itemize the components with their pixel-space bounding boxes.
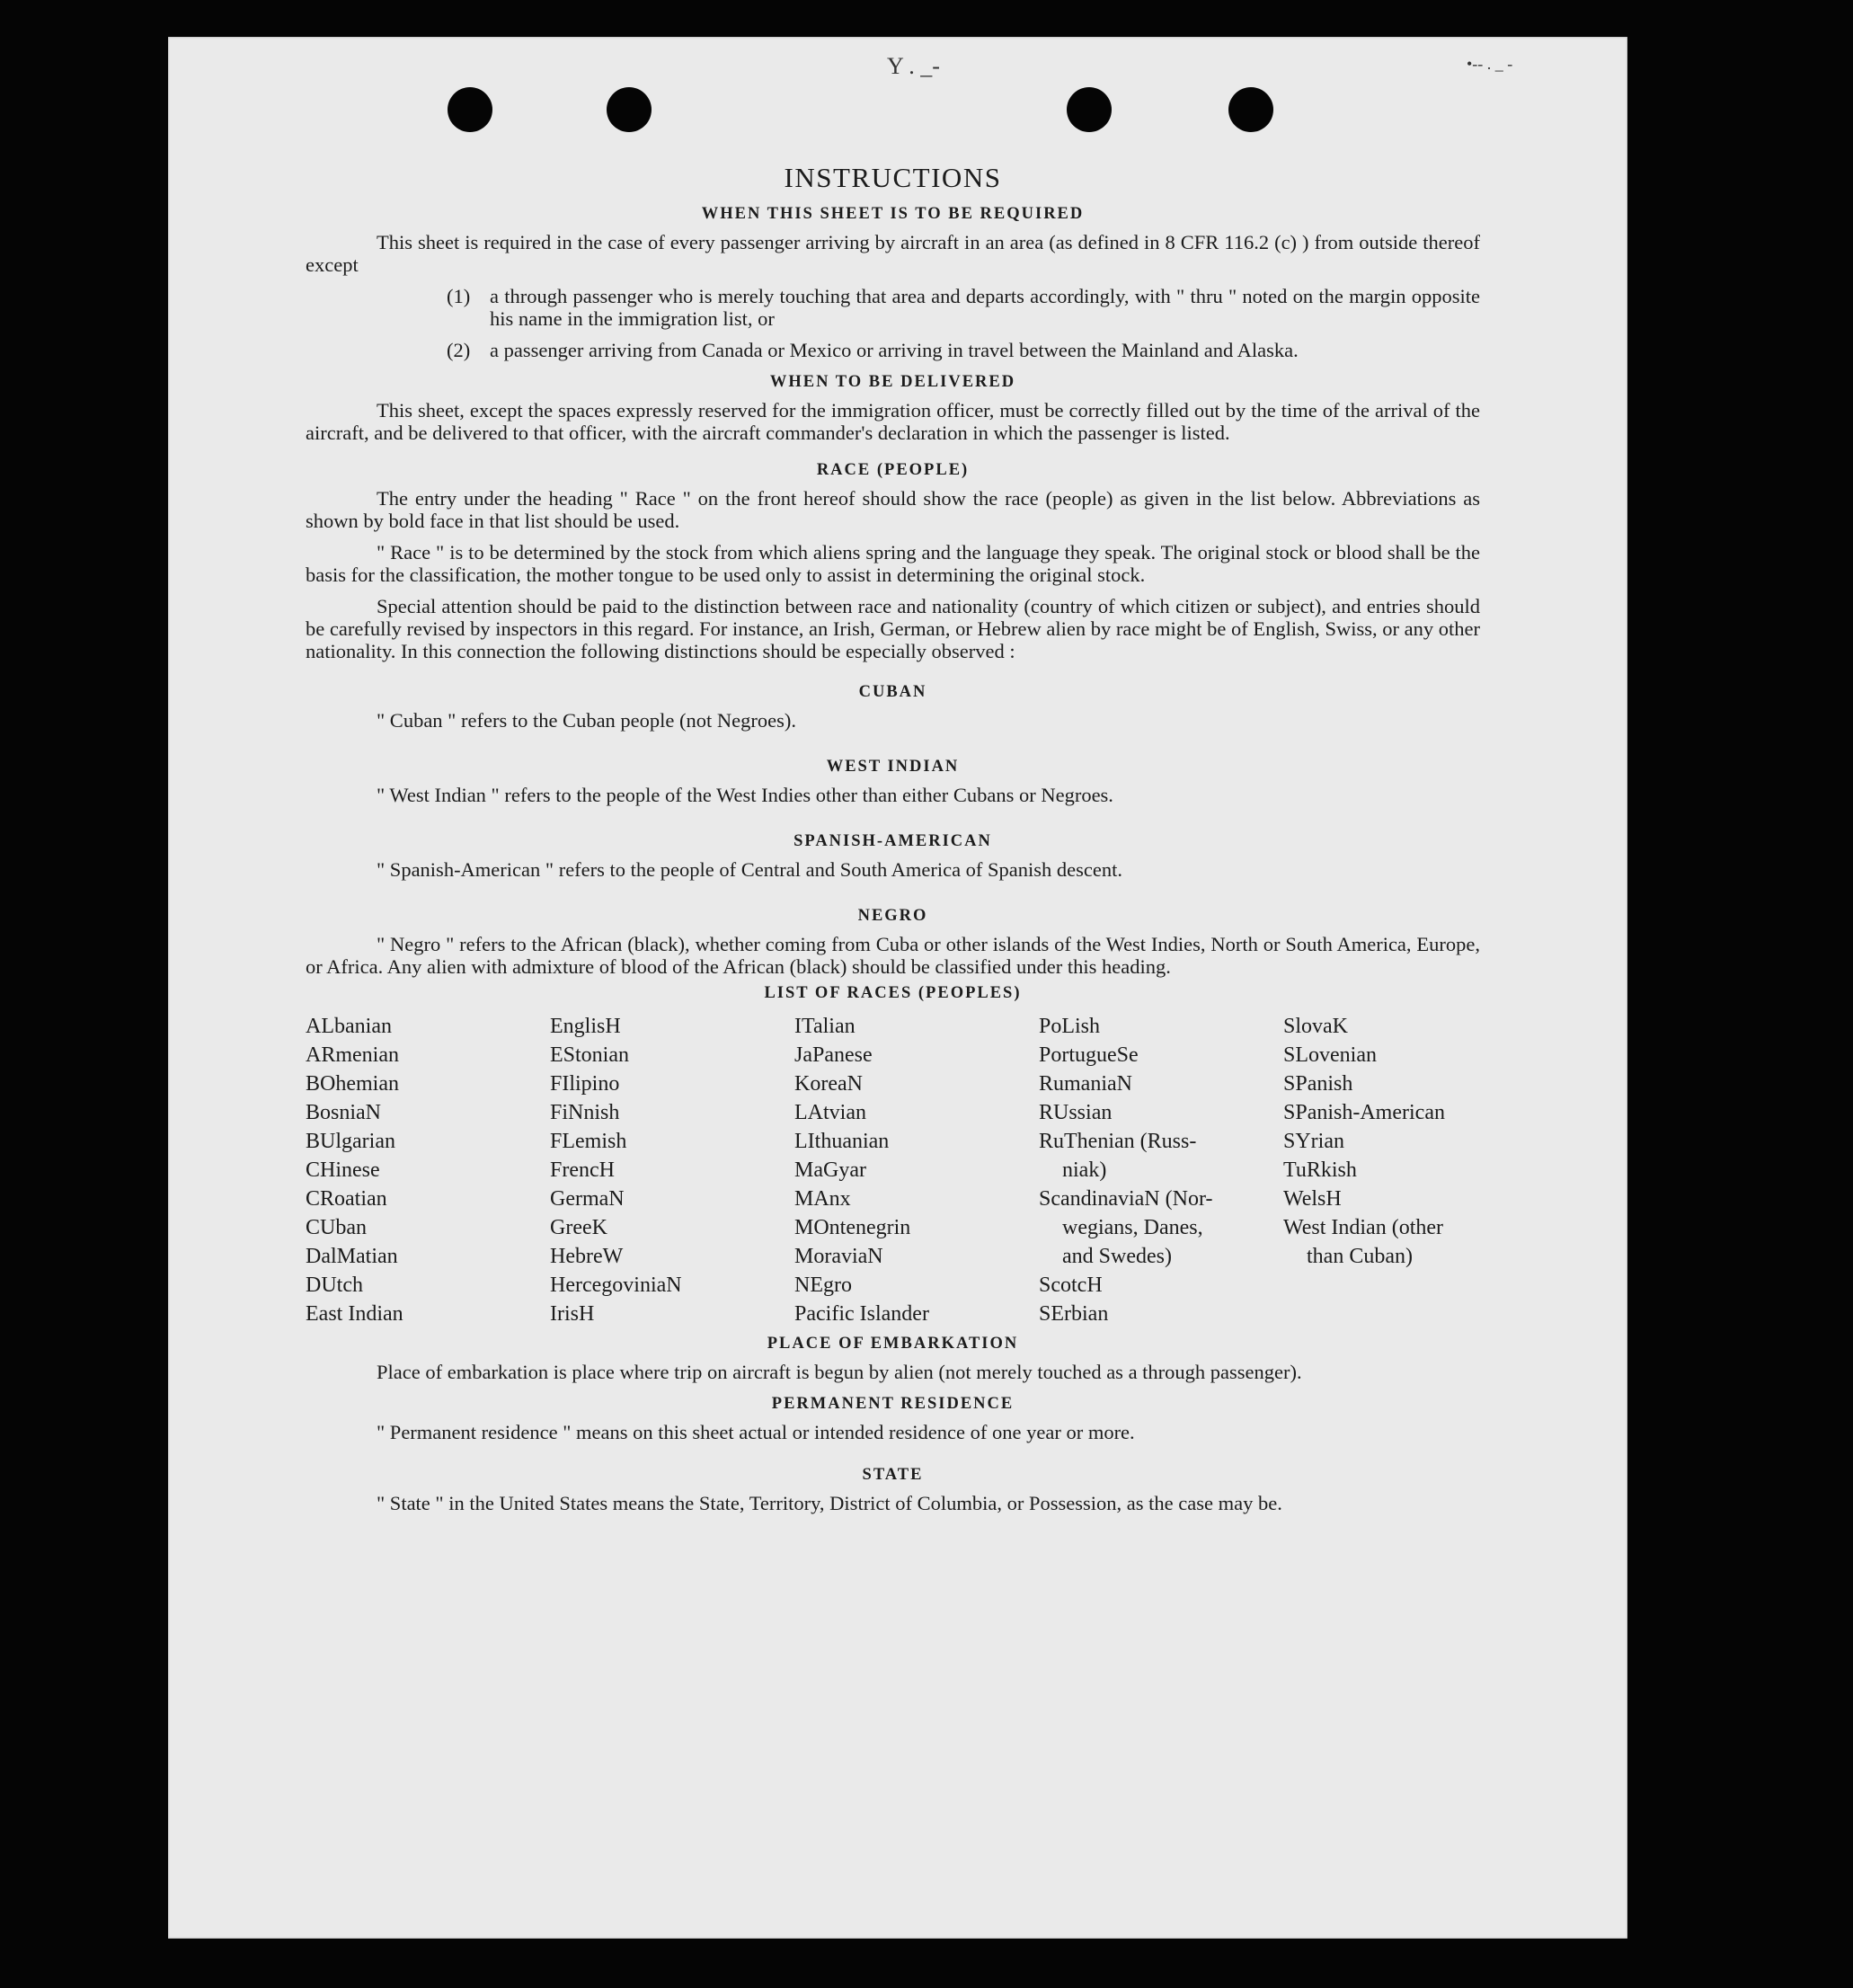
race-entry: ScotcH	[1039, 1274, 1103, 1297]
race-entry: JaPanese	[794, 1043, 873, 1067]
race-entry: GreeK	[550, 1216, 607, 1239]
section-heading: LIST OF RACES (PEOPLES)	[764, 984, 1022, 1002]
section-heading: PERMANENT RESIDENCE	[771, 1395, 1015, 1413]
race-entry: ScandinaviaN (Nor-	[1039, 1187, 1213, 1211]
item-text: a passenger arriving from Canada or Mexico or arriving in travel between the Mainland and Alaska.	[490, 339, 1299, 361]
top-mark: •-- . _ -	[1467, 55, 1513, 73]
race-column	[1283, 1012, 1480, 1328]
document-sheet	[168, 37, 1627, 1939]
section-heading: WEST INDIAN	[826, 758, 960, 776]
race-entry: DUtch	[306, 1274, 363, 1297]
race-entry: HercegovinіaN	[550, 1274, 682, 1297]
race-entry: GermaN	[550, 1187, 625, 1211]
list-item	[447, 285, 1480, 330]
race-entry: DalMatian	[306, 1245, 398, 1268]
race-entry: SYrian	[1283, 1130, 1344, 1153]
race-entry: wegians, Danes,	[1062, 1216, 1203, 1239]
section-heading: STATE	[862, 1466, 924, 1484]
race-entry: ITalian	[794, 1015, 856, 1038]
section-paragraph: " Permanent residence " means on this sheet actual or intended residence of one year or more.	[377, 1421, 1135, 1443]
race-entry: RUssian	[1039, 1101, 1113, 1124]
race-entry: IrisH	[550, 1302, 595, 1326]
race-entry: RuThenian (Russ-	[1039, 1130, 1197, 1153]
race-entry: East Indian	[306, 1302, 403, 1326]
race-entry: PoLish	[1039, 1015, 1101, 1038]
race-column	[306, 1012, 550, 1328]
race-column	[550, 1012, 794, 1328]
race-entry: LIthuanian	[794, 1130, 890, 1153]
race-entry: BosniaN	[306, 1101, 381, 1124]
punch-hole	[607, 87, 652, 132]
section-paragraph: " Spanish-American " refers to the people of Central and South America of Spanish descent.	[377, 858, 1123, 881]
punch-hole	[1067, 87, 1112, 132]
instructions-content	[306, 163, 1480, 1514]
race-entry: FrencH	[550, 1158, 615, 1182]
section-heading: CUBAN	[858, 683, 927, 701]
item-number: (2)	[447, 339, 471, 361]
section-heading: RACE (PEOPLE)	[816, 461, 970, 479]
race-entry: EStonian	[550, 1043, 629, 1067]
section-paragraph: " West Indian " refers to the people of the West Indies other than either Cubans or Negroes.	[377, 784, 1113, 806]
race-entry: ARmenian	[306, 1043, 399, 1067]
race-entry: BOhemian	[306, 1072, 399, 1096]
punch-hole	[1228, 87, 1273, 132]
section-paragraph: This sheet is required in the case of every passenger arriving by aircraft in an area (as defined in 8 CFR 116.2 (c) ) from outside thereof except	[306, 231, 1480, 276]
section-paragraph: " State " in the United States means the State, Territory, District of Columbia, or Possession, as the case may be.	[377, 1492, 1282, 1514]
race-entry: SLovenian	[1283, 1043, 1377, 1067]
race-entry: FLemish	[550, 1130, 627, 1153]
section-heading: WHEN THIS SHEET IS TO BE REQUIRED	[701, 205, 1085, 223]
section-heading: WHEN TO BE DELIVERED	[769, 373, 1016, 391]
race-list	[306, 1012, 1480, 1328]
section-paragraph: The entry under the heading " Race " on the front hereof should show the race (people) as given in the list below. Abbreviations as shown by bold face in that list should be used.	[306, 487, 1480, 532]
section-heading: NEGRO	[857, 907, 928, 925]
race-entry: PortugueSe	[1039, 1043, 1139, 1067]
race-entry: West Indian (other	[1283, 1216, 1444, 1239]
race-entry: and Swedes)	[1062, 1245, 1172, 1268]
race-entry: EnglisH	[550, 1015, 621, 1038]
race-entry: CUban	[306, 1216, 367, 1239]
race-entry: LAtvian	[794, 1101, 866, 1124]
race-entry: NEgro	[794, 1274, 852, 1297]
race-entry: FiNnish	[550, 1101, 620, 1124]
race-entry: SPanish-American	[1283, 1101, 1445, 1124]
race-entry: SlovaK	[1283, 1015, 1348, 1038]
section-paragraph: This sheet, except the spaces expressly reserved for the immigration officer, must be correctly filled out by the time of the arrival of the aircraft, and be delivered to that officer, with the aircraft commander's declaration in which the passenger is listed.	[306, 399, 1480, 444]
race-entry: MaGyar	[794, 1158, 866, 1182]
race-entry: than Cuban)	[1307, 1245, 1413, 1268]
top-mark: Y . _-	[887, 53, 940, 79]
section-paragraph: " Negro " refers to the African (black), whether coming from Cuba or other islands of the West Indies, North or South America, Europe, or Africa. Any alien with admixture of blood of the African (black) should be classified under this heading.	[306, 933, 1480, 978]
race-entry: WelsH	[1283, 1187, 1342, 1211]
section-heading: SPANISH-AMERICAN	[794, 832, 992, 850]
race-column	[1039, 1012, 1283, 1328]
page-title: INSTRUCTIONS	[784, 162, 1002, 193]
race-entry: MOntenegrin	[794, 1216, 911, 1239]
race-entry: MAnx	[794, 1187, 851, 1211]
section-paragraph: Place of embarkation is place where trip on aircraft is begun by alien (not merely touched as a through passenger).	[377, 1361, 1302, 1383]
race-entry: CRoatian	[306, 1187, 387, 1211]
race-entry: KoreaN	[794, 1072, 863, 1096]
race-entry: CHinese	[306, 1158, 380, 1182]
race-entry: FIlipino	[550, 1072, 620, 1096]
item-number: (1)	[447, 285, 471, 307]
section-heading: PLACE OF EMBARKATION	[767, 1335, 1019, 1353]
section-paragraph: " Cuban " refers to the Cuban people (not Negroes).	[377, 709, 796, 732]
section-paragraph: Special attention should be paid to the distinction between race and nationality (country of which citizen or subject), and entries should be carefully revised by inspectors in this regard. For instance, an Irish, German, or Hebrew alien by race might be of English, Swiss, or any other nationality. In this connection the following distinctions should be especially observed :	[306, 595, 1480, 662]
punch-hole	[448, 87, 492, 132]
race-entry: SErbian	[1039, 1302, 1109, 1326]
race-entry: ALbanian	[306, 1015, 392, 1038]
race-entry: MoraviaN	[794, 1245, 883, 1268]
section-paragraph: " Race " is to be determined by the stock from which aliens spring and the language they speak. The original stock or blood shall be the basis for the classification, the mother tongue to be used only to assist in determining the original stock.	[306, 541, 1480, 586]
list-item	[447, 339, 1480, 361]
race-entry: TuRkish	[1283, 1158, 1357, 1182]
race-entry: Pacific Islander	[794, 1302, 929, 1326]
race-column	[794, 1012, 1039, 1328]
race-entry: BUlgarian	[306, 1130, 395, 1153]
race-entry: SPanish	[1283, 1072, 1353, 1096]
item-text: a through passenger who is merely touching that area and departs accordingly, with " thru " noted on the margin opposite his name in the immigration list, or	[490, 285, 1480, 330]
race-entry: niak)	[1062, 1158, 1107, 1182]
race-entry: RumaniaN	[1039, 1072, 1132, 1096]
race-entry: HebreW	[550, 1245, 624, 1268]
